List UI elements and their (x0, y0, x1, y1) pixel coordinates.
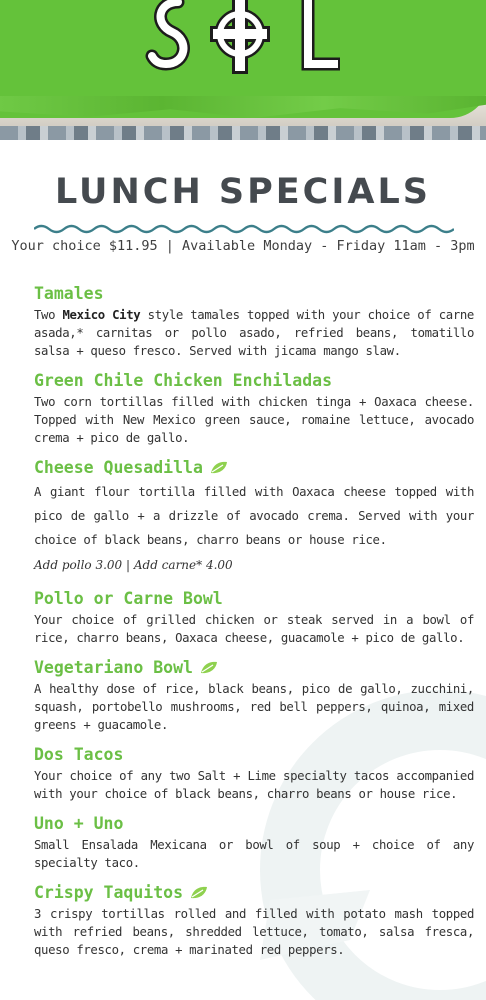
vegetarian-leaf-icon (210, 461, 228, 475)
salt-lime-logo (140, 0, 340, 84)
item-name: Dos Tacos (34, 745, 124, 764)
item-description: Two Mexico City style tamales topped with your choice of carne asada,* carnitas or pollo asado, refried beans, tomatillo salsa + queso fresco. Served with jicama mango slaw. (34, 308, 474, 358)
wave-divider (34, 223, 454, 235)
vegetarian-leaf-icon (190, 886, 208, 900)
item-addons: Add pollo 3.00 | Add carne* 4.00 (34, 558, 233, 572)
item-description: Your choice of any two Salt + Lime specialty tacos accompanied with your choice of black beans, charro beans or house rice. (34, 769, 474, 801)
menu-item-enchiladas (34, 369, 474, 447)
item-name: Pollo or Carne Bowl (34, 589, 223, 608)
item-description: Two corn tortillas filled with chicken tinga + Oaxaca cheese. Topped with New Mexico green sauce, romaine lettuce, avocado crema + pico de gallo. (34, 395, 474, 445)
item-description: A giant flour tortilla filled with Oaxaca cheese topped with pico de gallo + a drizzle of avocado crema. Served with your choice of black beans, charro beans or house rice. (34, 485, 474, 547)
menu-item-dos-tacos (34, 743, 474, 803)
menu-item-tamales (34, 282, 474, 360)
item-name: Green Chile Chicken Enchiladas (34, 371, 333, 390)
subtitle-pricing: Your choice $11.95 | Available Monday - Friday 11am - 3pm (11, 238, 475, 254)
item-name: Crispy Taquitos (34, 881, 474, 905)
menu-item-vegetariano-bowl (34, 656, 474, 734)
item-name: Tamales (34, 284, 104, 303)
menu-item-quesadilla (34, 456, 474, 578)
vegetarian-leaf-icon (200, 661, 218, 675)
item-name: Uno + Uno (34, 814, 124, 833)
wood-strip (0, 126, 486, 140)
menu-item-crispy-taquitos (34, 881, 474, 959)
item-description: 3 crispy tortillas rolled and filled with potato mash topped with refried beans, shredded lettuce, tomato, salsa fresca, queso fresco, crema + marinated red peppers. (34, 907, 474, 957)
header-banner (0, 0, 486, 140)
item-description: A healthy dose of rice, black beans, pico de gallo, zucchini, squash, portobello mushrooms, red bell peppers, quinoa, mixed greens + guacamole. (34, 682, 474, 732)
item-description: Small Ensalada Mexicana or bowl of soup + choice of any specialty taco. (34, 838, 474, 870)
menu-item-pollo-carne-bowl (34, 587, 474, 647)
menu-item-uno-uno (34, 812, 474, 872)
item-description: Your choice of grilled chicken or steak served in a bowl of rice, charro beans, Oaxaca cheese, guacamole + pico de gallo. (34, 613, 474, 645)
menu-list (34, 282, 474, 968)
item-name: Vegetariano Bowl (34, 656, 474, 680)
item-name: Cheese Quesadilla (34, 456, 474, 480)
page-title: LUNCH SPECIALS (54, 172, 431, 212)
